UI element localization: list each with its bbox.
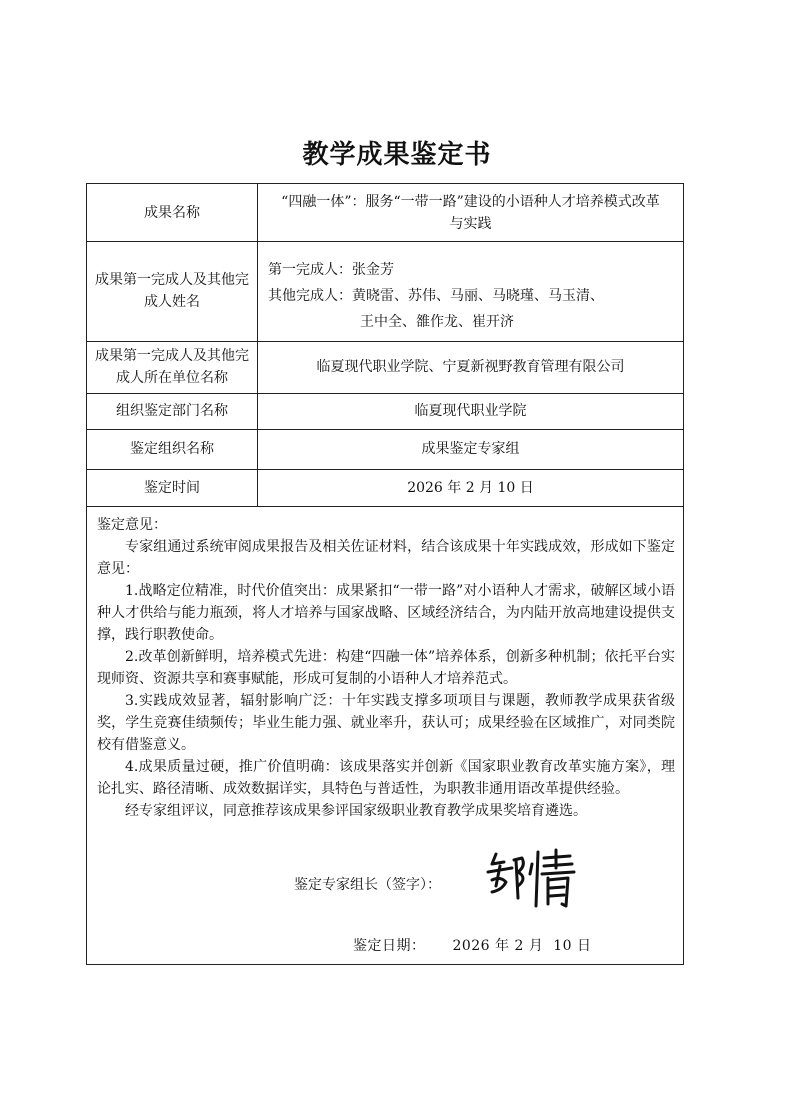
handwritten-signature <box>482 846 582 912</box>
other-persons-prefix: 其他完成人： <box>268 288 352 304</box>
opinion-heading: 鉴定意见： <box>97 517 167 533</box>
appraisal-date <box>353 935 592 955</box>
date-label: 鉴定日期： <box>353 938 426 954</box>
appraisal-form <box>86 183 684 965</box>
opinion-item: 2.改革创新鲜明，培养模式先进：构建“四融一体”培养体系，创新多种机制；依托平台实现师资、资源共享和赛事赋能，形成可复制的小语种人才培养范式。 <box>97 649 675 687</box>
first-person-prefix: 第一完成人： <box>268 262 352 278</box>
org-value: 成果鉴定专家组 <box>421 441 520 457</box>
first-person: 张金芳 <box>352 262 394 278</box>
document-title: 教学成果鉴定书 <box>302 140 492 170</box>
dept-value: 临夏现代职业学院 <box>414 403 527 419</box>
achievement-name-label: 成果名称 <box>144 204 200 221</box>
opinion-section <box>97 514 675 822</box>
opinion-item: 3.实践成效显著，辐射影响广泛：十年实践支撑多项项目与课题，教师教学成果获省级奖，学生竞赛佳绩频传；毕业生能力强、就业率升，获认可；成果经验在区域推广，对同类院校有借鉴意义。 <box>97 693 675 753</box>
persons-label: 成果第一完成人及其他完成人姓名 <box>95 272 249 310</box>
org-label: 鉴定组织名称 <box>130 441 214 457</box>
other-persons-line1: 黄晓雷、苏伟、马丽、马晓瑾、马玉清、 <box>352 288 604 304</box>
date-value: 2026 年 2 月 10 日 <box>452 938 592 954</box>
dept-label: 组织鉴定部门名称 <box>116 403 228 419</box>
persons-value <box>268 257 678 335</box>
units-label: 成果第一完成人及其他完成人所在单位名称 <box>95 348 249 386</box>
opinion-conclusion: 经专家组评议，同意推荐该成果参评国家级职业教育教学成果奖培育遴选。 <box>125 803 587 819</box>
units-value: 临夏现代职业学院、宁夏新视野教育管理有限公司 <box>316 359 625 375</box>
time-label: 鉴定时间 <box>144 479 200 496</box>
opinion-item: 4.成果质量过硬，推广价值明确：该成果落实并创新《国家职业教育改革实施方案》，理论扎实、路径清晰、成效数据详实，具特色与普适性，为职教非通用语改革提供经验。 <box>97 759 675 797</box>
row-divider <box>87 506 683 507</box>
time-value: 2026 年 2 月 10 日 <box>407 479 534 496</box>
opinion-item: 1.战略定位精准，时代价值突出：成果紧扣“一带一路”对小语种人才需求，破解区域小语种人才供给与能力瓶颈，将人才培养与国家战略、区域经济结合，为内陆开放高地建设提供支撑，践行职教使命。 <box>97 583 675 643</box>
achievement-name-value: “四融一体”：服务“一带一路”建设的小语种人才培养模式改革与实践 <box>281 193 660 232</box>
other-persons-line2: 王中全、雒作龙、崔开济 <box>360 314 514 330</box>
opinion-intro: 专家组通过系统审阅成果报告及相关佐证材料，结合该成果十年实践成效，形成如下鉴定意见： <box>97 539 675 577</box>
signature-label: 鉴定专家组长（签字）： <box>294 877 441 893</box>
